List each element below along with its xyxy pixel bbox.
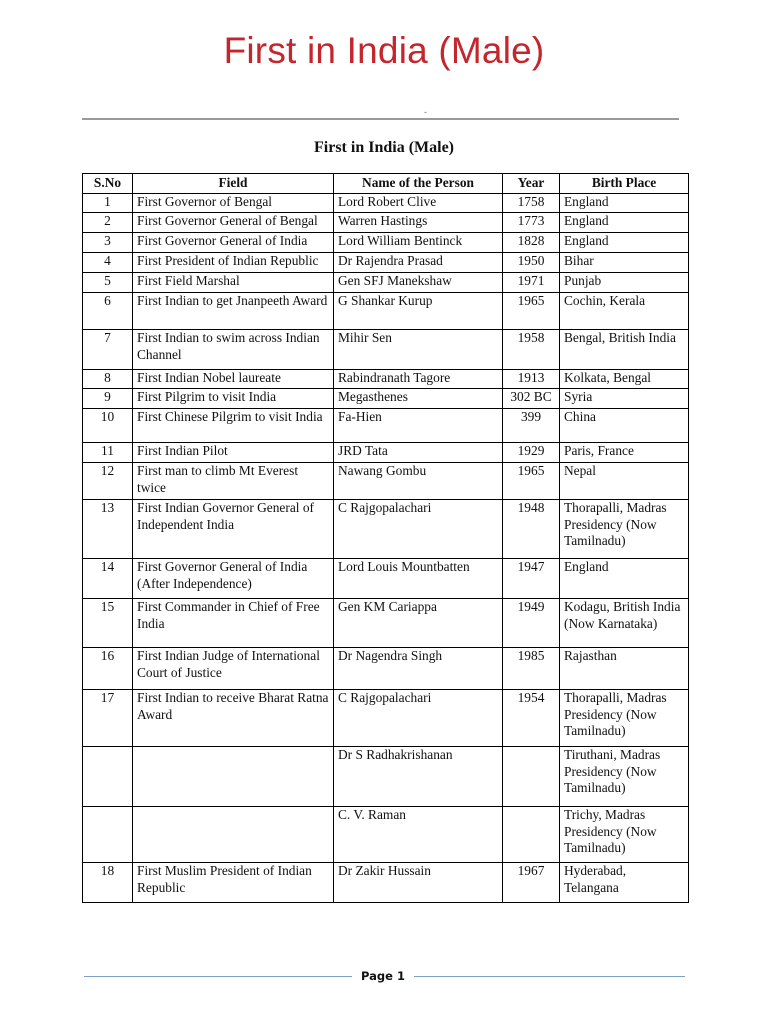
table-body <box>83 194 689 903</box>
table-row <box>83 293 689 330</box>
cell-birthplace: Punjab <box>560 273 689 293</box>
header-name: Name of the Person <box>334 174 503 194</box>
footer-rule-right <box>414 976 685 977</box>
cell-birthplace: England <box>560 233 689 253</box>
cell-birthplace: Trichy, Madras Presidency (Now Tamilnadu) <box>560 807 689 863</box>
page-number: Page 1 <box>361 969 405 983</box>
cell-birthplace: Bihar <box>560 253 689 273</box>
header-dot: - <box>424 107 427 117</box>
table-row <box>83 330 689 370</box>
cell-field: First Governor of Bengal <box>133 194 334 213</box>
cell-field: First Commander in Chief of Free India <box>133 599 334 648</box>
table-row <box>83 807 689 863</box>
cell-year: 1828 <box>503 233 560 253</box>
table-row <box>83 194 689 213</box>
cell-name: Mihir Sen <box>334 330 503 370</box>
table-row <box>83 690 689 747</box>
cell-name: Megasthenes <box>334 389 503 409</box>
cell-year: 1949 <box>503 599 560 648</box>
header-rule <box>82 118 679 120</box>
cell-birthplace: Rajasthan <box>560 648 689 690</box>
table-row <box>83 389 689 409</box>
cell-year: 1958 <box>503 330 560 370</box>
cell-field: First man to climb Mt Everest twice <box>133 463 334 500</box>
cell-sno: 16 <box>83 648 133 690</box>
cell-field: First Indian to receive Bharat Ratna Award <box>133 690 334 747</box>
cell-birthplace: China <box>560 409 689 443</box>
header-sno: S.No <box>83 174 133 194</box>
cell-year: 302 BC <box>503 389 560 409</box>
cell-year <box>503 807 560 863</box>
cell-sno: 12 <box>83 463 133 500</box>
cell-name: Nawang Gombu <box>334 463 503 500</box>
cell-name: Rabindranath Tagore <box>334 370 503 389</box>
cell-field: First Indian Judge of International Court of Justice <box>133 648 334 690</box>
cell-field: First Muslim President of Indian Republic <box>133 863 334 903</box>
cell-name: G Shankar Kurup <box>334 293 503 330</box>
cell-sno: 13 <box>83 500 133 559</box>
cell-birthplace: Cochin, Kerala <box>560 293 689 330</box>
cell-name: Dr Rajendra Prasad <box>334 253 503 273</box>
cell-name: Dr S Radhakrishanan <box>334 747 503 807</box>
cell-sno: 9 <box>83 389 133 409</box>
cell-birthplace: Syria <box>560 389 689 409</box>
cell-sno: 15 <box>83 599 133 648</box>
table-header-row <box>83 174 689 194</box>
cell-birthplace: Tiruthani, Madras Presidency (Now Tamilnadu) <box>560 747 689 807</box>
cell-birthplace: Paris, France <box>560 443 689 463</box>
cell-name: Gen SFJ Manekshaw <box>334 273 503 293</box>
cell-field: First Indian Pilot <box>133 443 334 463</box>
cell-year: 1947 <box>503 559 560 599</box>
header-year: Year <box>503 174 560 194</box>
cell-year <box>503 747 560 807</box>
cell-sno: 4 <box>83 253 133 273</box>
cell-field: First Indian to swim across Indian Channel <box>133 330 334 370</box>
cell-sno: 5 <box>83 273 133 293</box>
table-row <box>83 233 689 253</box>
cell-birthplace: Hyderabad, Telangana <box>560 863 689 903</box>
cell-sno: 7 <box>83 330 133 370</box>
cell-name: Lord William Bentinck <box>334 233 503 253</box>
cell-year: 399 <box>503 409 560 443</box>
cell-field: First Governor General of India (After Independence) <box>133 559 334 599</box>
cell-birthplace: Nepal <box>560 463 689 500</box>
table-row <box>83 213 689 233</box>
cell-year: 1913 <box>503 370 560 389</box>
cell-sno: 10 <box>83 409 133 443</box>
cell-name: Lord Louis Mountbatten <box>334 559 503 599</box>
cell-birthplace: Kolkata, Bengal <box>560 370 689 389</box>
table-row <box>83 370 689 389</box>
table-row <box>83 747 689 807</box>
cell-birthplace: Bengal, British India <box>560 330 689 370</box>
cell-field: First Indian Nobel laureate <box>133 370 334 389</box>
cell-field: First Indian Governor General of Independent India <box>133 500 334 559</box>
table-row <box>83 273 689 293</box>
cell-field: First Governor General of Bengal <box>133 213 334 233</box>
cell-sno: 8 <box>83 370 133 389</box>
cell-name: C Rajgopalachari <box>334 690 503 747</box>
header-birthplace: Birth Place <box>560 174 689 194</box>
cell-name: Lord Robert Clive <box>334 194 503 213</box>
cell-sno: 1 <box>83 194 133 213</box>
cell-name: Fa-Hien <box>334 409 503 443</box>
table-row <box>83 863 689 903</box>
cell-sno: 18 <box>83 863 133 903</box>
cell-year: 1758 <box>503 194 560 213</box>
first-in-india-table <box>82 173 689 903</box>
cell-field: First Indian to get Jnanpeeth Award <box>133 293 334 330</box>
cell-birthplace: England <box>560 194 689 213</box>
cell-birthplace: Kodagu, British India (Now Karnataka) <box>560 599 689 648</box>
cell-sno <box>83 747 133 807</box>
cell-name: C. V. Raman <box>334 807 503 863</box>
cell-field: First President of Indian Republic <box>133 253 334 273</box>
cell-sno: 2 <box>83 213 133 233</box>
cell-year: 1773 <box>503 213 560 233</box>
table-row <box>83 463 689 500</box>
cell-name: Warren Hastings <box>334 213 503 233</box>
cell-name: C Rajgopalachari <box>334 500 503 559</box>
document-heading: First in India (Male) <box>314 139 454 156</box>
cell-sno <box>83 807 133 863</box>
cell-year: 1967 <box>503 863 560 903</box>
cell-birthplace: Thorapalli, Madras Presidency (Now Tamilnadu) <box>560 690 689 747</box>
header-field: Field <box>133 174 334 194</box>
cell-sno: 11 <box>83 443 133 463</box>
cell-name: Gen KM Cariappa <box>334 599 503 648</box>
table-row <box>83 559 689 599</box>
cell-field: First Pilgrim to visit India <box>133 389 334 409</box>
footer-rule-left <box>84 976 352 977</box>
cell-year: 1950 <box>503 253 560 273</box>
cell-field: First Chinese Pilgrim to visit India <box>133 409 334 443</box>
table-row <box>83 253 689 273</box>
table-row <box>83 599 689 648</box>
cell-name: JRD Tata <box>334 443 503 463</box>
cell-field: First Governor General of India <box>133 233 334 253</box>
table-row <box>83 409 689 443</box>
cell-sno: 17 <box>83 690 133 747</box>
cell-birthplace: England <box>560 559 689 599</box>
cell-year: 1965 <box>503 293 560 330</box>
table-row <box>83 648 689 690</box>
cell-year: 1971 <box>503 273 560 293</box>
page-title: First in India (Male) <box>223 30 545 71</box>
cell-name: Dr Zakir Hussain <box>334 863 503 903</box>
cell-name: Dr Nagendra Singh <box>334 648 503 690</box>
cell-sno: 14 <box>83 559 133 599</box>
cell-year: 1985 <box>503 648 560 690</box>
table-row <box>83 443 689 463</box>
cell-field: First Field Marshal <box>133 273 334 293</box>
cell-field <box>133 747 334 807</box>
cell-year: 1948 <box>503 500 560 559</box>
cell-year: 1954 <box>503 690 560 747</box>
cell-sno: 3 <box>83 233 133 253</box>
cell-birthplace: Thorapalli, Madras Presidency (Now Tamilnadu) <box>560 500 689 559</box>
cell-year: 1965 <box>503 463 560 500</box>
table-row <box>83 500 689 559</box>
cell-sno: 6 <box>83 293 133 330</box>
cell-birthplace: England <box>560 213 689 233</box>
cell-year: 1929 <box>503 443 560 463</box>
cell-field <box>133 807 334 863</box>
